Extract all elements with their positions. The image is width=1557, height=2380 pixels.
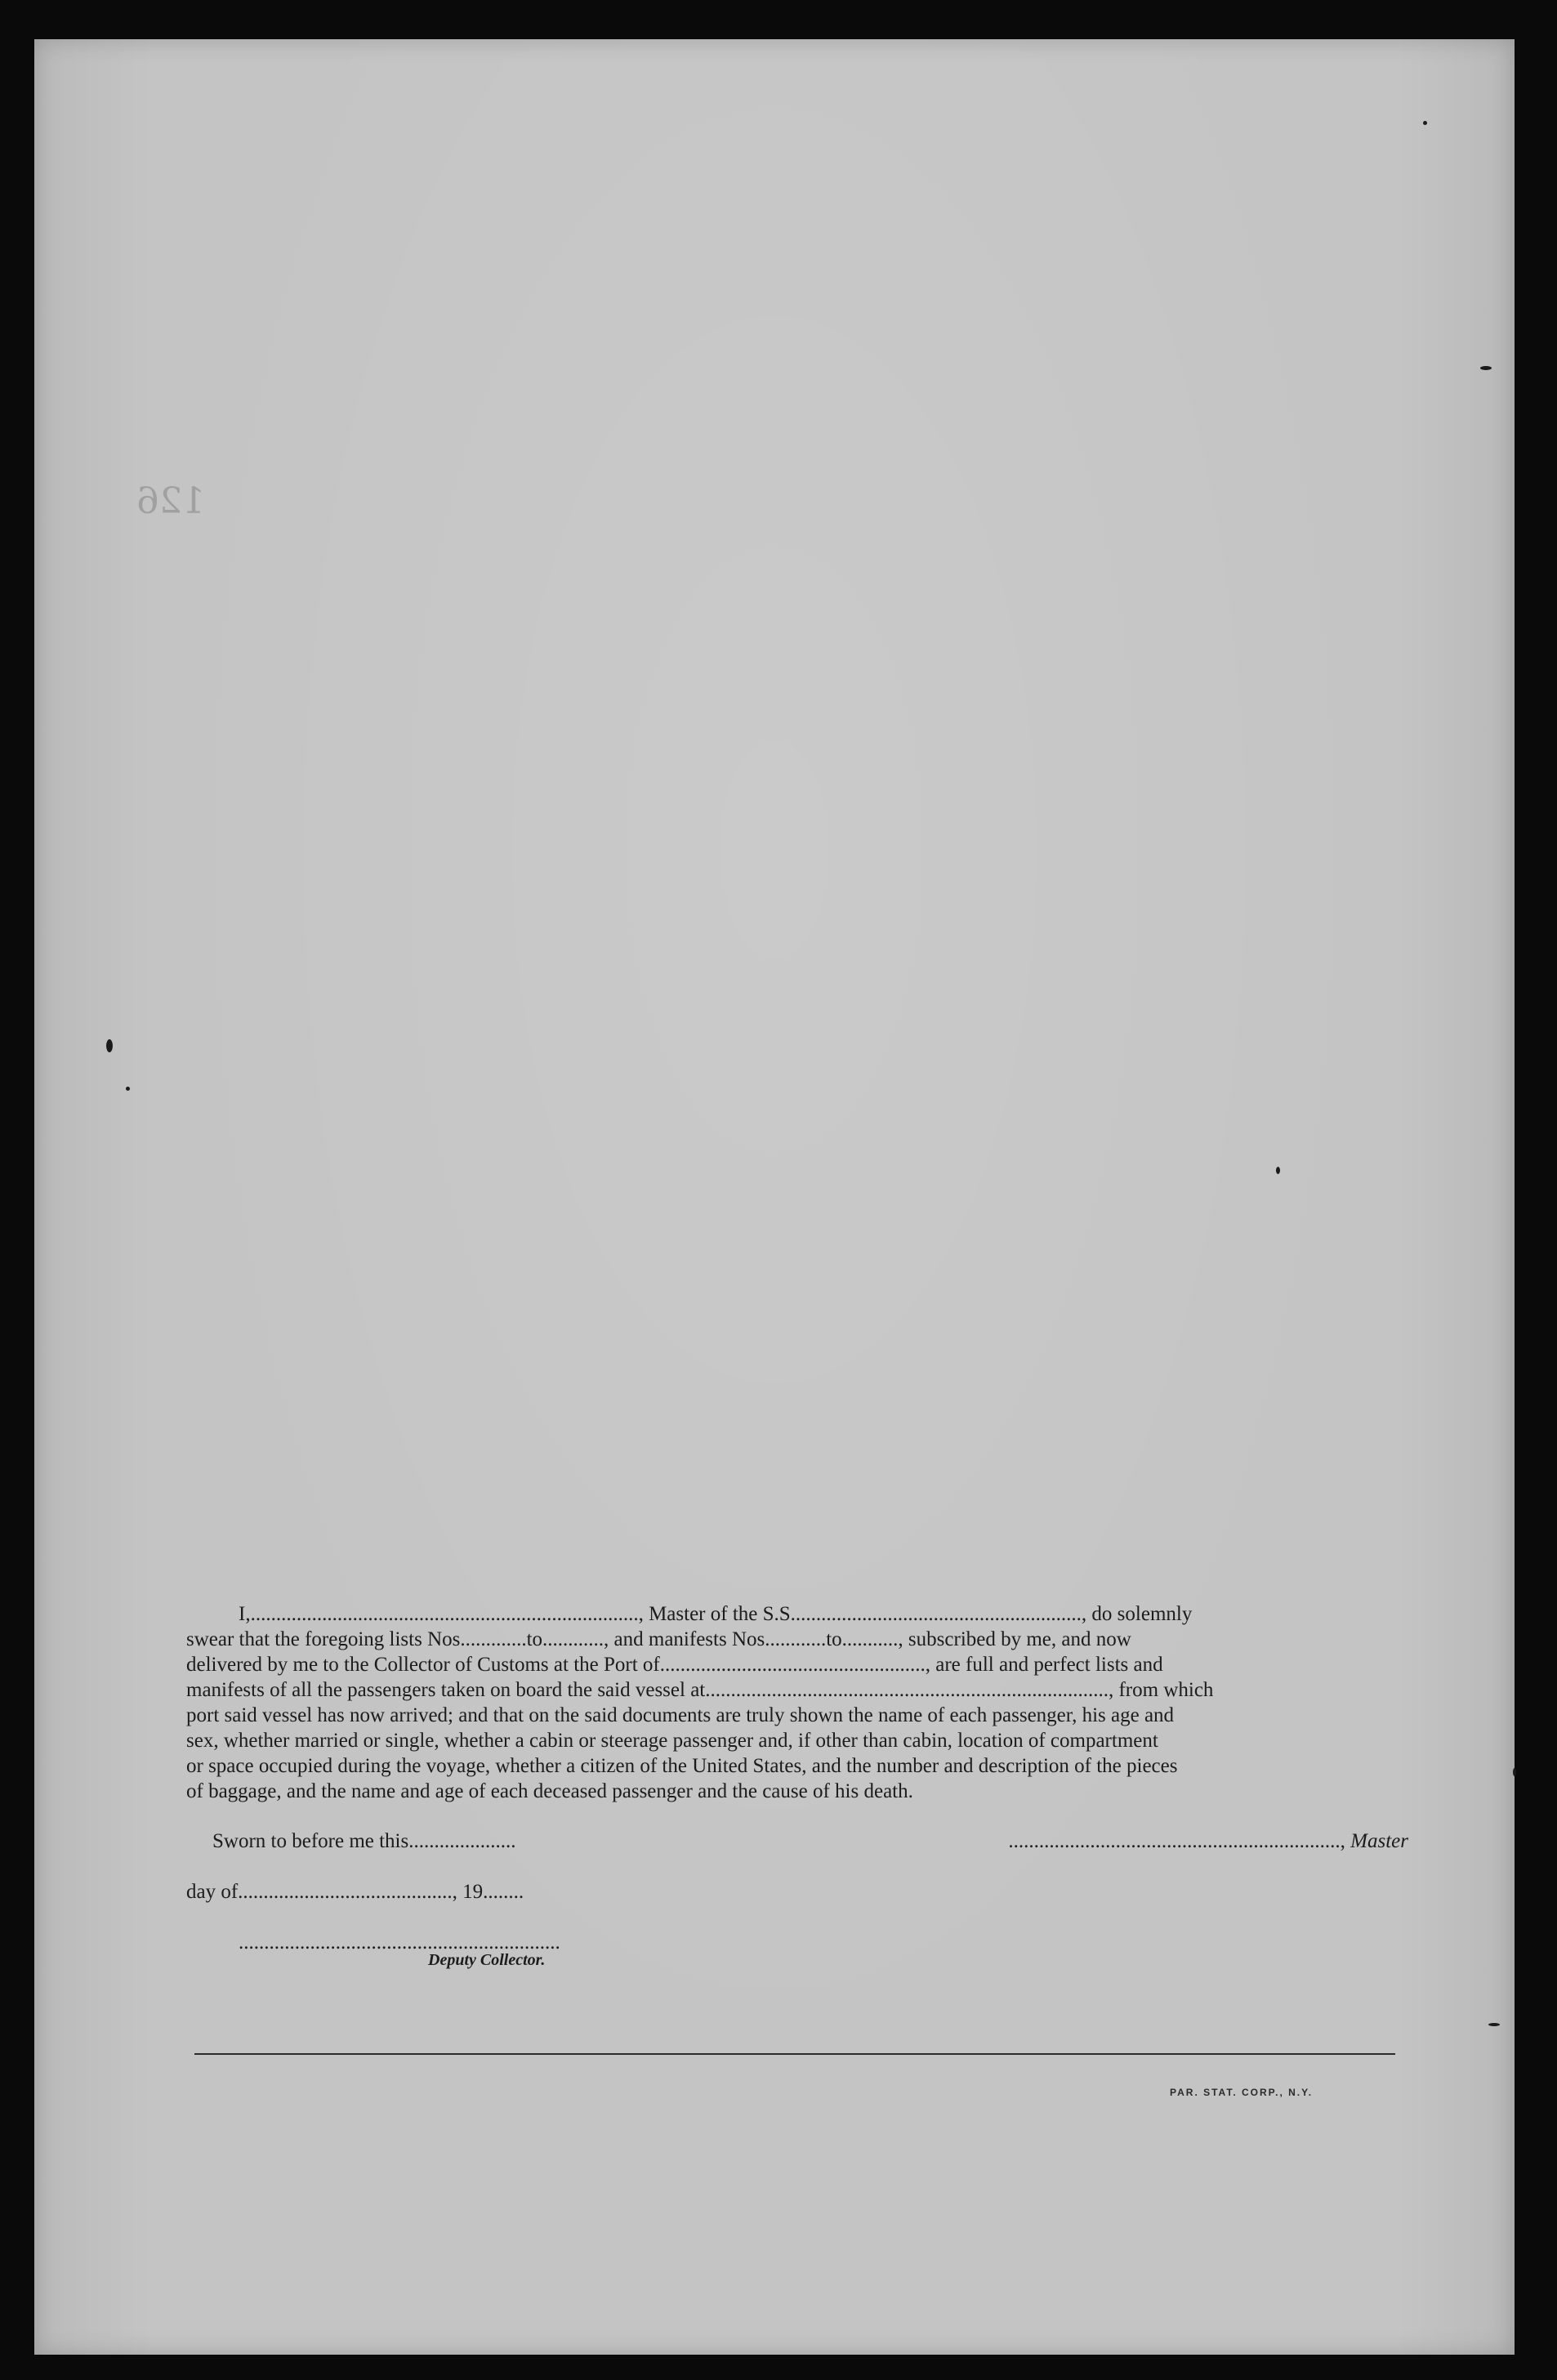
bleed-through-page-number: 126 xyxy=(136,480,205,522)
footer-rule xyxy=(194,2053,1395,2055)
oath-line-5: port said vessel has now arrived; and that on the said documents are truly shown the name of each passenger, his age and xyxy=(186,1704,1175,1726)
master-label: Master xyxy=(1350,1830,1408,1852)
master-signature-dots: ................................................................., xyxy=(1008,1830,1345,1852)
deputy-signature-dots: ............................................................... xyxy=(239,1931,560,1954)
scan-speck xyxy=(1480,366,1492,370)
oath-line-1: I,............................................................................, Master of the S.S........................................................., do solemnly xyxy=(239,1603,1193,1625)
oath-line-3: delivered by me to the Collector of Customs at the Port of...................................................., are full and perfect lists and xyxy=(186,1654,1163,1676)
scan-speck xyxy=(126,1087,130,1091)
deputy-collector-label: Deputy Collector. xyxy=(428,1951,546,1969)
printer-mark: PAR. STAT. CORP., N.Y. xyxy=(1170,2087,1314,2098)
scan-speck xyxy=(1488,2023,1500,2026)
master-oath-paragraph xyxy=(186,1601,1407,1804)
scan-speck xyxy=(1276,1167,1280,1174)
oath-line-4: manifests of all the passengers taken on board the said vessel at..............................................................................., from which xyxy=(186,1679,1214,1701)
oath-line-7: or space occupied during the voyage, whether a citizen of the United States, and the number and description of the pieces xyxy=(186,1755,1178,1777)
sworn-before-line: Sworn to before me this..................... xyxy=(212,1830,516,1852)
document-sheet xyxy=(34,39,1515,2355)
scan-speck xyxy=(1423,121,1427,125)
scan-speck xyxy=(106,1039,113,1052)
day-of-line: day of.........................................., 19........ xyxy=(186,1881,524,1903)
master-signature-line xyxy=(912,1830,1408,1853)
oath-line-8: of baggage, and the name and age of each deceased passenger and the cause of his death. xyxy=(186,1780,913,1802)
oath-line-2: swear that the foregoing lists Nos.............to............, and manifests Nos............to..........., subscribed by me, and now xyxy=(186,1628,1131,1650)
scan-speck xyxy=(1513,1768,1516,1776)
oath-line-6: sex, whether married or single, whether a cabin or steerage passenger and, if other than cabin, location of compartment xyxy=(186,1730,1158,1752)
